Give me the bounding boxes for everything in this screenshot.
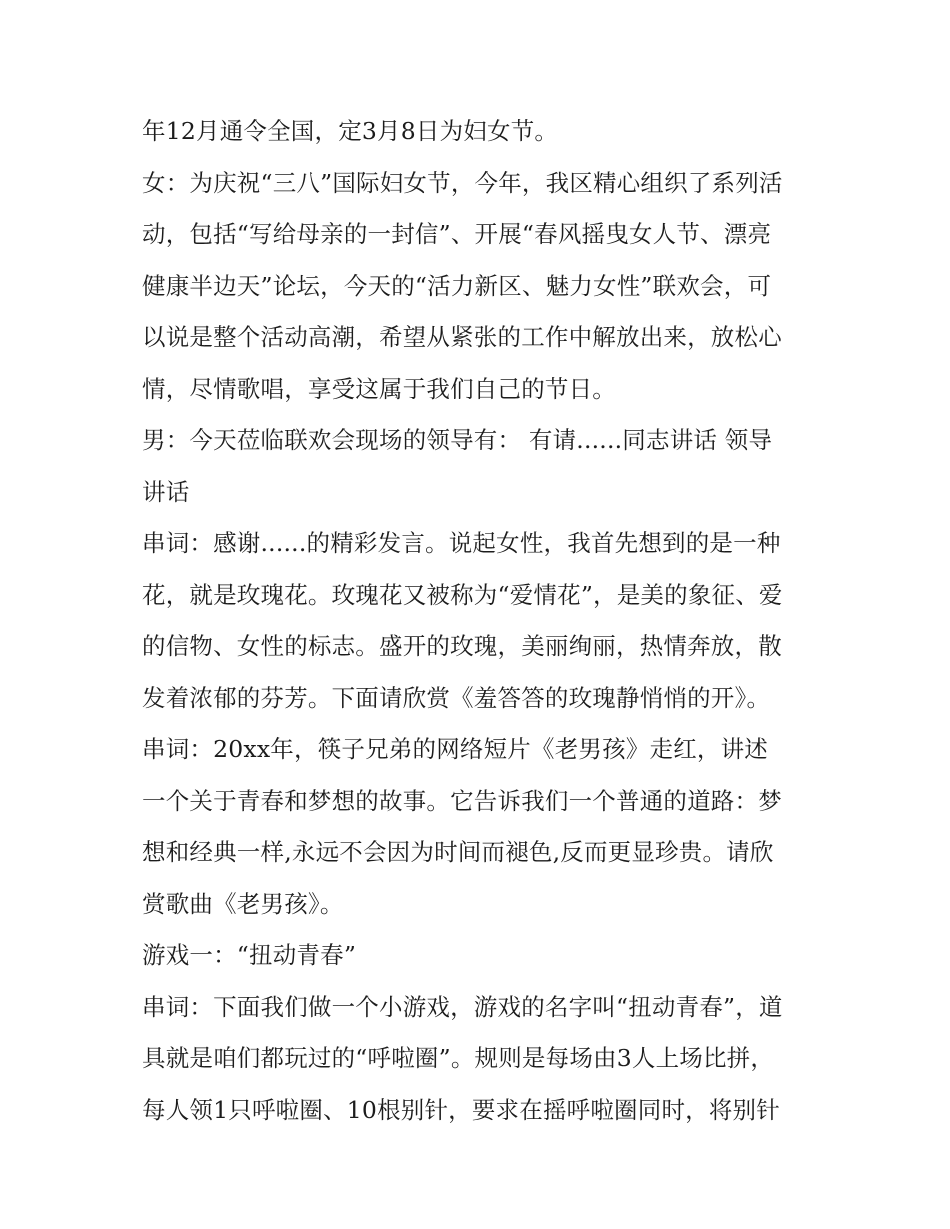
- text-line: 情，尽情歌唱，享受这属于我们自己的节日。: [142, 374, 616, 403]
- text-line: 动，包括“写给母亲的一封信”、开展“春风摇曳女人节、漂亮: [142, 220, 772, 248]
- text-line: 串词：20xx年，筷子兄弟的网络短片《老男孩》走红，讲述: [142, 735, 769, 763]
- body-text: [142, 106, 814, 1136]
- text-line: 每人领1只呼啦圈、10根别针，要求在摇呼啦圈同时，将别针: [142, 1095, 780, 1124]
- text-line: 讲话: [142, 477, 190, 506]
- text-line: 一个关于青春和梦想的故事。它告诉我们一个普通的道路：梦: [142, 786, 782, 815]
- text-line: 串词：感谢......的精彩发言。说起女性，我首先想到的是一种: [142, 529, 781, 557]
- text-line: 具就是咱们都玩过的“呼啦圈”。规则是每场由3人上场比拼，: [142, 1044, 775, 1072]
- text-line: 年12月通令全国，定3月8日为妇女节。: [142, 117, 559, 145]
- text-line: 以说是整个活动高潮，希望从紧张的工作中解放出来，放松心: [142, 323, 782, 351]
- text-line: 健康半边天”论坛，今天的“活力新区、魅力女性”联欢会，可: [142, 271, 772, 300]
- text-line: 的信物、女性的标志。盛开的玫瑰，美丽绚丽，热情奔放，散: [142, 632, 782, 660]
- text-line: 串词：下面我们做一个小游戏，游戏的名字叫“扭动青春”，道: [142, 992, 783, 1021]
- text-line: 女：为庆祝“三八”国际妇女节，今年，我区精心组织了系列活: [142, 168, 783, 197]
- text-line: 赏歌曲《老男孩》。: [142, 889, 344, 918]
- text-line: 游戏一：“扭动青春”: [142, 941, 357, 969]
- text-line: 发着浓郁的芬芳。下面请欣赏《羞答答的玫瑰静悄悄的开》。: [142, 683, 771, 712]
- text-line: 想和经典一样,永远不会因为时间而褪色,反而更显珍贵。请欣: [142, 838, 774, 866]
- text-line: 男：今天莅临联欢会现场的领导有： 有请......同志讲话 领导: [142, 426, 773, 454]
- text-line: 花，就是玫瑰花。玫瑰花又被称为“爱情花”，是美的象征、爱: [142, 580, 783, 609]
